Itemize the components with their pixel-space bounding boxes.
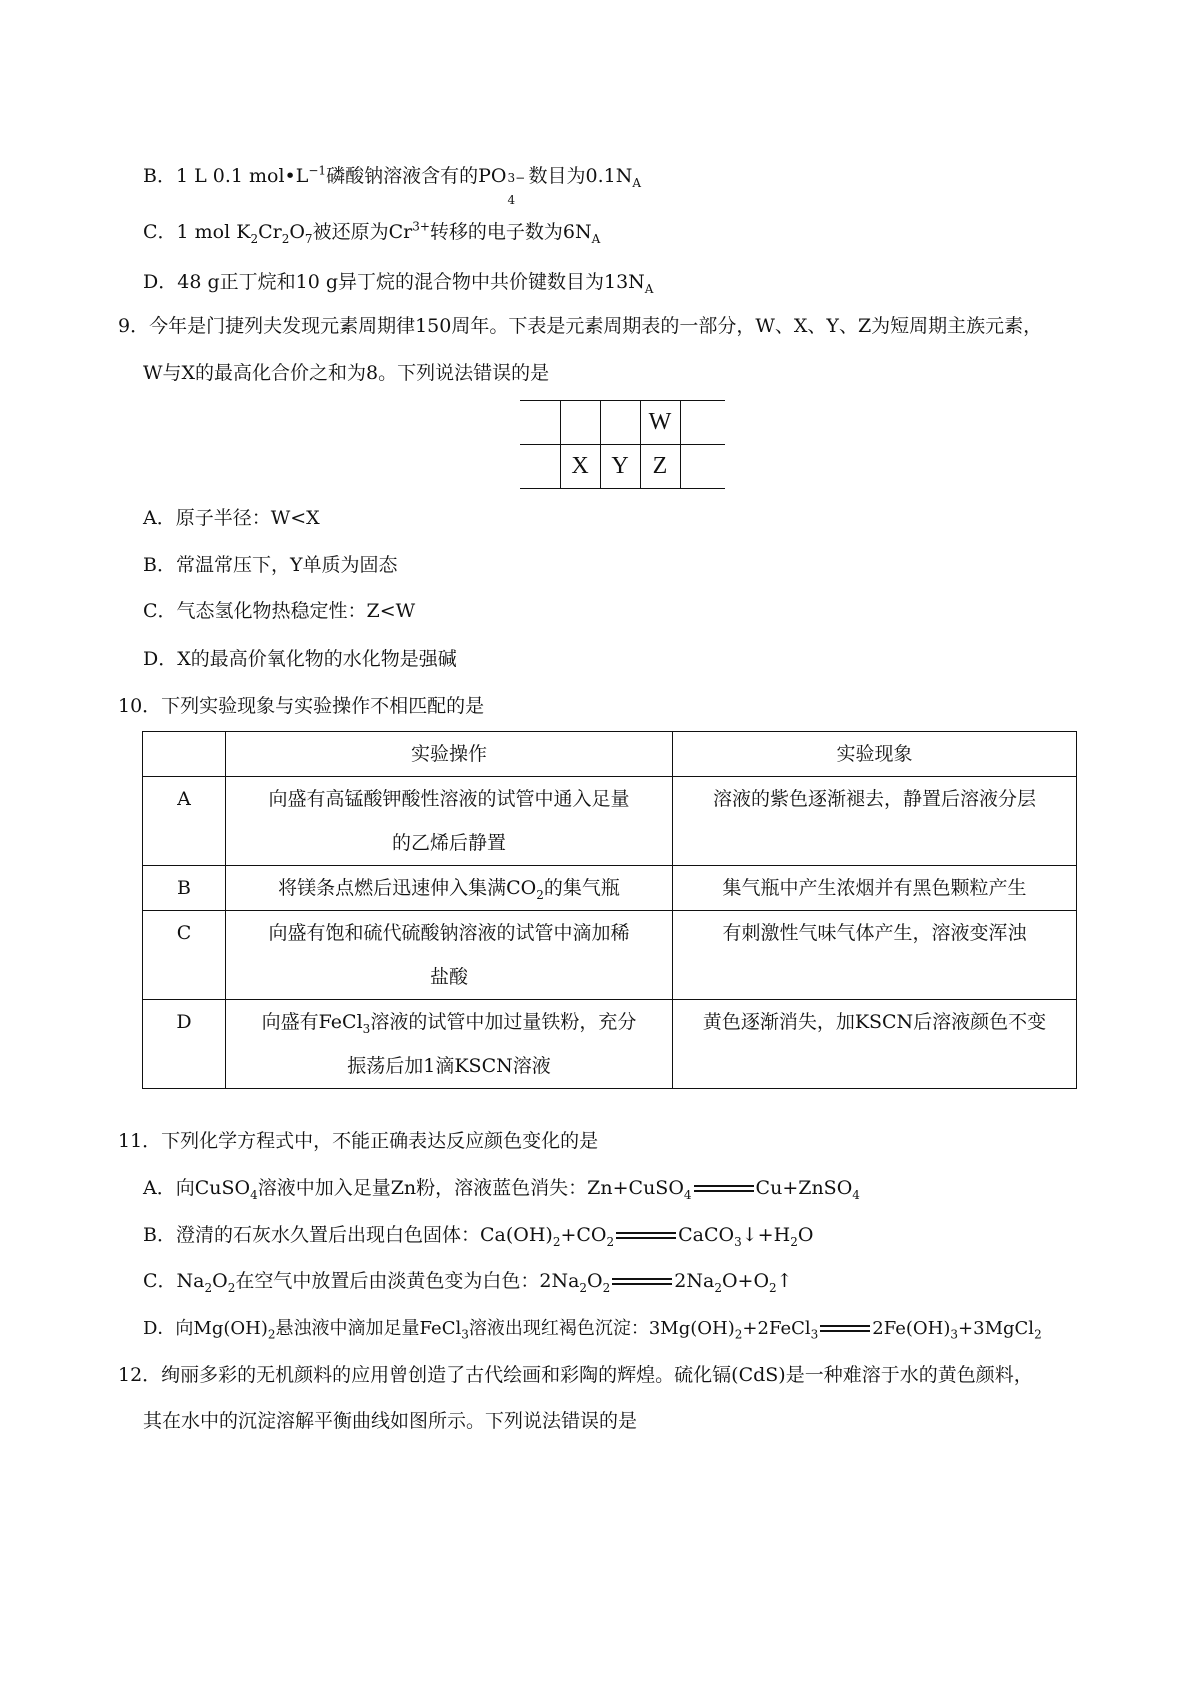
table-row — [143, 866, 1077, 911]
row-operation: 向盛有饱和硫代硫酸钠溶液的试管中滴加稀 盐酸 — [226, 911, 673, 1000]
row-label: C — [143, 911, 226, 1000]
table-row — [143, 777, 1077, 866]
equals-sign — [820, 1324, 870, 1334]
q9-stem-line2: W与X的最高化合价之和为8。下列说法错误的是 — [143, 362, 550, 384]
periodic-table-fragment — [520, 400, 725, 488]
q11-option-b: B．澄清的石灰水久置后出现白色固体：$Ca(OH)_2+CO_2$ $CaCO_3↓+H_2O$ — [143, 1224, 814, 1249]
element-x: X — [571, 453, 589, 479]
row-phenomenon: 黄色逐渐消失，加KSCN后溶液颜色不变 — [673, 1000, 1077, 1089]
q9-stem-line1: 9．今年是门捷列夫发现元素周期律150周年。下表是元素周期表的一部分，W、X、Y、Z为短周期主族元素， — [118, 315, 1043, 337]
element-w: W — [648, 409, 672, 435]
element-y: Y — [611, 453, 629, 479]
row-phenomenon: 溶液的紫色逐渐褪去，静置后溶液分层 — [673, 777, 1077, 866]
q11-option-c: C．$Na_2O_2$在空气中放置后由淡黄色变为白色：$2Na_2O_2$ $2Na_2O+O_2↑$ — [143, 1270, 793, 1295]
row-operation: 向盛有高锰酸钾酸性溶液的试管中通入足量 的乙烯后静置 — [226, 777, 673, 866]
q9-option-c: C．气态氢化物热稳定性：Z<W — [143, 600, 416, 622]
row-phenomenon: 集气瓶中产生浓烟并有黑色颗粒产生 — [673, 866, 1077, 911]
q9-option-b: B．常温常压下，Y单质为固态 — [143, 554, 398, 576]
row-label: B — [143, 866, 226, 911]
q8-option-d: D．48 g正丁烷和10 g异丁烷的混合物中共价键数目为$13N_A$ — [143, 271, 654, 296]
row-label: A — [143, 777, 226, 866]
row-operation: 向盛有FeCl$_3$溶液的试管中加过量铁粉，充分 振荡后加1滴KSCN溶液 — [226, 1000, 673, 1089]
table-header-row — [143, 732, 1077, 777]
q12-stem-line2: 其在水中的沉淀溶解平衡曲线如图所示。下列说法错误的是 — [143, 1410, 638, 1432]
q8-option-b: B．1 L 0.1 $mol•L^{-1}$磷酸钠溶液含有的PO 3− 4 数目为$0.1N_A$ — [143, 163, 642, 207]
q9-option-d: D．X的最高价氧化物的水化物是强碱 — [143, 648, 457, 670]
row-phenomenon: 有刺激性气味气体产生，溶液变浑浊 — [673, 911, 1077, 1000]
q10-stem: 10．下列实验现象与实验操作不相匹配的是 — [118, 695, 485, 717]
row-operation: 将镁条点燃后迅速伸入集满$CO_2$的集气瓶 — [226, 866, 673, 911]
q11-option-d: D．向$Mg(OH)_2$悬浊液中滴加足量FeCl$_3$溶液出现红褐色沉淀：$3Mg(OH)_2+2FeCl_3$ $2Fe(OH)_3+3MgCl_2$ — [143, 1318, 1042, 1342]
q11-stem: 11．下列化学方程式中，不能正确表达反应颜色变化的是 — [118, 1130, 599, 1152]
table-rule — [520, 400, 725, 401]
row-label: D — [143, 1000, 226, 1089]
element-z: Z — [652, 453, 668, 479]
table-rule — [520, 488, 725, 489]
equals-sign — [612, 1277, 672, 1287]
equals-sign — [694, 1184, 754, 1194]
q9-option-a: A．原子半径：W<X — [143, 507, 320, 529]
header-phenomenon: 实验现象 — [673, 732, 1077, 777]
table-divider — [680, 400, 681, 488]
q11-option-a: A．向CuSO$_4$溶液中加入足量Zn粉，溶液蓝色消失：Zn+CuSO$_4$ Cu+ZnSO$_4$ — [143, 1177, 860, 1202]
q12-stem-line1: 12．绚丽多彩的无机颜料的应用曾创造了古代绘画和彩陶的辉煌。硫化镉(CdS)是一种难溶于水的黄色颜料， — [118, 1364, 1033, 1386]
table-row — [143, 1000, 1077, 1089]
table-row — [143, 911, 1077, 1000]
equals-sign — [616, 1231, 676, 1241]
header-operation: 实验操作 — [226, 732, 673, 777]
q8-option-c: C．1 mol $K_2Cr_2O_7$被还原为$Cr^{3+}$转移的电子数为$6N_A$ — [143, 219, 601, 246]
experiment-table — [142, 731, 1077, 1089]
header-blank — [143, 732, 226, 777]
